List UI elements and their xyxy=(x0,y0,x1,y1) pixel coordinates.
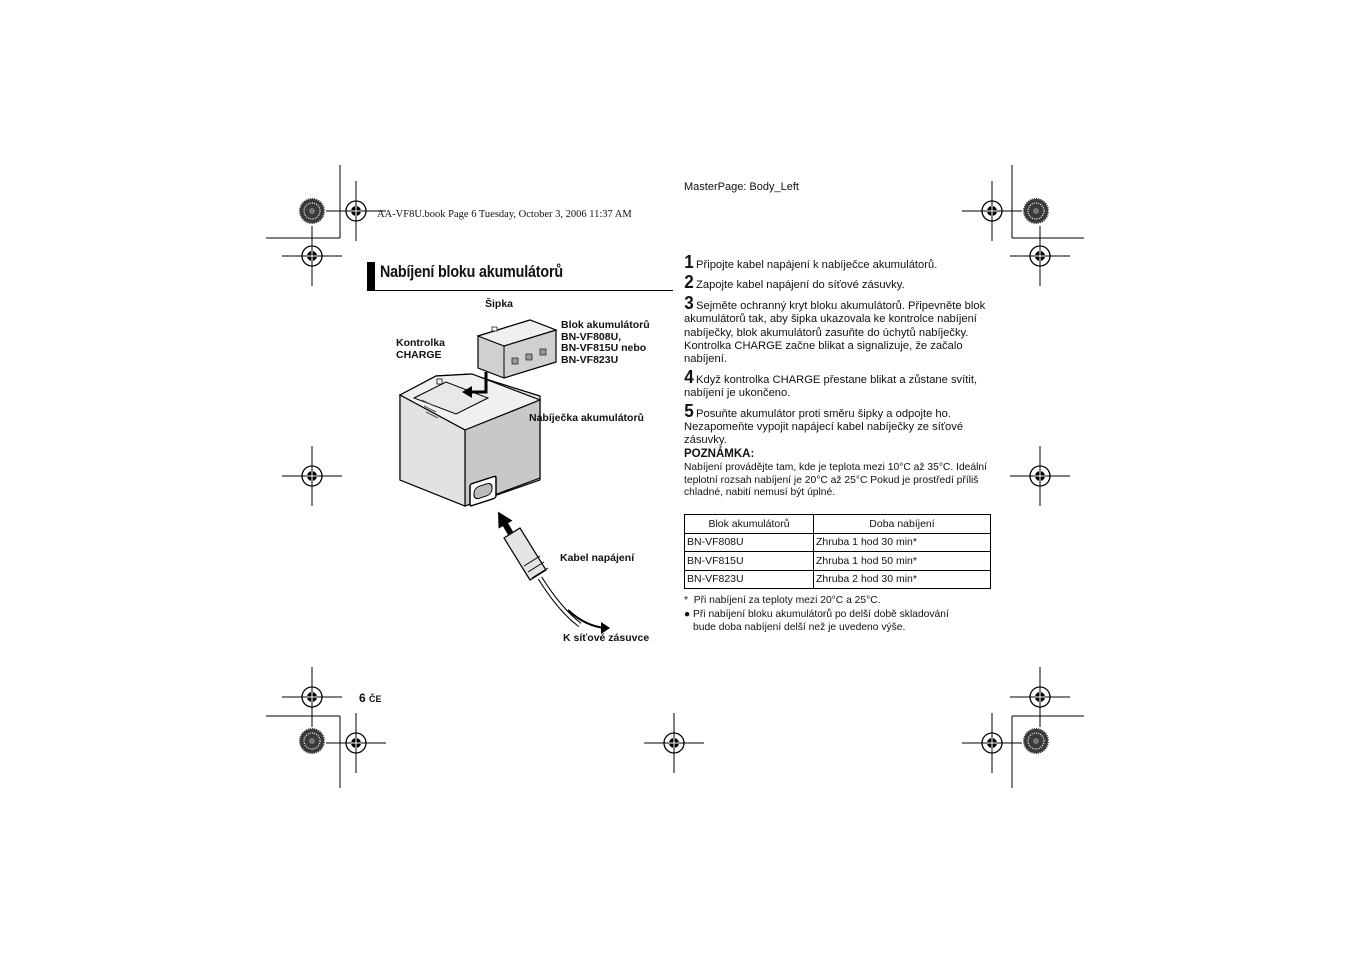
label-indicator-line: CHARGE xyxy=(396,348,442,361)
master-page-label: MasterPage: Body_Left xyxy=(684,181,799,193)
color-wheel-icon xyxy=(1023,198,1049,224)
table-row xyxy=(685,570,991,589)
page-language: ČE xyxy=(369,694,382,704)
step-text: Zapojte kabel napájení do síťové zásuvky. xyxy=(696,279,905,292)
label-battery-line: Blok akumulátorů xyxy=(561,319,650,331)
step-number: 1 xyxy=(684,252,694,272)
registration-target-icon xyxy=(326,713,386,773)
table-cell: BN-VF808U xyxy=(685,533,814,552)
table-cell: BN-VF823U xyxy=(685,570,814,589)
step-number: 3 xyxy=(684,292,694,313)
table-header: Blok akumulátorů xyxy=(685,515,814,534)
step-item xyxy=(684,292,992,367)
step-text: Posuňte akumulátor proti směru šipky a odpojte ho. Nezapomeňte vypojit napájecí kabel nabíječky ze síťové zásuvky. xyxy=(684,407,964,447)
label-battery-line: BN-VF815U nebo xyxy=(561,342,647,354)
registration-target-icon xyxy=(1010,667,1070,727)
color-wheel-icon xyxy=(299,198,325,224)
label-indicator xyxy=(396,338,445,361)
registration-target-icon xyxy=(282,667,342,727)
step-text: Když kontrolka CHARGE přestane blikat a zůstane svítit, nabíjení je ukončeno. xyxy=(684,373,978,400)
table-cell: BN-VF815U xyxy=(685,552,814,571)
registration-target-icon xyxy=(282,446,342,506)
table-cell: Zhruba 1 hod 50 min* xyxy=(814,552,991,571)
section-title: Nabíjení bloku akumulátorů xyxy=(380,262,563,281)
table-footnote: * Při nabíjení za teploty mezi 20°C a 25°C. xyxy=(684,595,881,606)
label-arrow: Šipka xyxy=(485,298,514,310)
step-item xyxy=(684,400,992,448)
charge-led xyxy=(437,379,442,384)
bullet-note xyxy=(684,608,984,634)
table-header-row xyxy=(685,515,991,534)
title-rule xyxy=(367,290,673,291)
bullet-icon: ● xyxy=(684,609,691,620)
bullet-text: Při nabíjení bloku akumulátorů po delší době skladování xyxy=(693,609,949,620)
label-indicator-line: Kontrolka xyxy=(396,337,446,349)
color-wheel-icon xyxy=(299,728,325,754)
step-item xyxy=(684,272,992,293)
step-text: Sejměte ochranný kryt bloku akumulátorů. Připevněte blok akumulátorů tak, aby šipka ukazovala ke kontrolce nabíjení nabíječky, blok akumulátorů zasuňte do úchytů nabíječky. Kontrolka CHARGE začne blikat a signalizuje, že začalo nabíjení. xyxy=(684,299,986,366)
step-item xyxy=(684,252,992,272)
color-wheel-icon xyxy=(1023,728,1049,754)
book-info-line: AA-VF8U.book Page 6 Tuesday, October 3, 2006 11:37 AM xyxy=(377,209,632,220)
table-cell: Zhruba 1 hod 30 min* xyxy=(814,533,991,552)
page-number-value: 6 xyxy=(359,691,366,705)
charging-time-table xyxy=(684,514,991,589)
label-cable: Kabel napájení xyxy=(560,552,635,564)
registration-target-icon xyxy=(962,713,1022,773)
table-cell: Zhruba 2 hod 30 min* xyxy=(814,570,991,589)
label-battery-line: BN-VF823U xyxy=(561,353,619,366)
registration-target-icon xyxy=(1010,446,1070,506)
steps-list xyxy=(684,252,992,452)
title-bar-marker xyxy=(367,262,375,291)
label-charger: Nabíječka akumulátorů xyxy=(529,412,644,424)
label-battery-line: BN-VF808U, xyxy=(561,330,622,343)
note-heading: POZNÁMKA: xyxy=(684,448,755,460)
registration-target-icon xyxy=(282,226,342,286)
bullet-text: bude doba nabíjení delší než je uvedeno výše. xyxy=(693,622,906,633)
label-battery xyxy=(561,320,650,366)
step-number: 5 xyxy=(684,400,694,421)
table-header: Doba nabíjení xyxy=(814,515,991,534)
registration-target-icon xyxy=(962,181,1022,241)
note-text: Nabíjení provádějte tam, kde je teplota mezi 10°C až 35°C. Ideální teplotní rozsah nabíjení je 20°C až 25°C Pokud je prostředí příliš chladné, nabití nemusí být úplné. xyxy=(684,462,988,498)
step-text: Připojte kabel napájení k nabíječce akumulátorů. xyxy=(696,259,938,271)
step-number: 2 xyxy=(684,272,694,293)
step-number: 4 xyxy=(684,366,694,387)
step-item xyxy=(684,366,992,401)
registration-target-icon xyxy=(644,713,704,773)
table-row xyxy=(685,552,991,571)
table-row xyxy=(685,533,991,552)
registration-target-icon xyxy=(1010,226,1070,286)
label-outlet: K síťové zásuvce xyxy=(563,632,650,644)
page-number xyxy=(359,691,382,705)
